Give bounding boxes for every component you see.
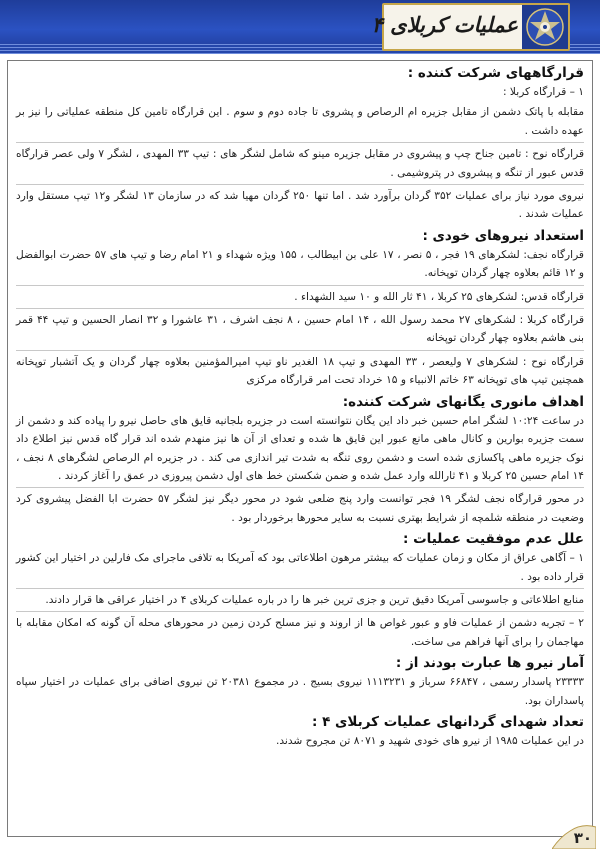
paragraph: ۱ – آگاهی عراق از مکان و زمان عملیات که بیشتر مرهون اطلاعاتی بود که آمریکا به تلافی ماجرای مک فارلین در اختیار این کشور قرار داده بود . bbox=[16, 552, 584, 583]
paragraph: در این عملیات ۱۹۸۵ از نیرو های خودی شهید و ۸۰۷۱ تن مجروح شدند. bbox=[275, 734, 584, 747]
paragraph: نیروی مورد نیاز برای عملیات ۳۵۲ گردان برآورد شد . اما تنها ۲۵۰ گردان مهیا شد که در سازمان ۱۳ لشگر و۱۲ تیپ مستقل وارد عملیات شدند . bbox=[16, 190, 585, 221]
paragraph: قرارگاه کربلا : لشکرهای ۲۷ محمد رسول الله ، ۱۴ امام حسین ، ۸ نجف اشرف ، ۳۱ عاشورا و ۳۲ انصار الحسین و تیپ ۴۴ قمر بنی هاشم بعلاوه چهار گردان توپخانه bbox=[16, 314, 585, 345]
title-frame bbox=[371, 3, 570, 51]
divider bbox=[16, 184, 584, 185]
section-heading-martyrs: تعداد شهدای گردانهای عملیات کربلای ۴ : bbox=[312, 713, 584, 730]
paragraph: منابع اطلاعاتی و جاسوسی آمریکا دقیق ترین و جزی ترین خبر ها را در باره عملیات کربلای ۴ در اختیار عراقی ها قرار دادند. bbox=[45, 593, 584, 606]
paragraph: مقابله با پاتک دشمن از مقابل جزیره ام الرصاص و پشروی تا جاده دوم و سوم . این قرارگاه تامین کل منطقه عملیاتی را نیز بر عهده داشت . bbox=[16, 106, 584, 137]
section-heading-bases: قرارگاههای شرکت کننده : bbox=[407, 65, 584, 81]
paragraph: در محور قرارگاه نجف لشگر ۱۹ فجر توانست وارد پنج ضلعی شود در محور دیگر نیز لشگر ۵۷ حضرت ابا الفضل پیشروی کرد وضعیت در منطقه شلمچه از شرایط بهتری نسبت به سایر محورها برخوردار بود . bbox=[16, 493, 584, 524]
divider bbox=[16, 350, 584, 351]
section-heading-force-stats: آمار نیرو ها عبارت بودند از : bbox=[395, 655, 584, 672]
paragraph: ۱ – قرارگاه کربلا : bbox=[503, 86, 584, 98]
divider bbox=[16, 588, 584, 589]
paragraph: قرارگاه نوح : تامین جناح چپ و پیشروی در مقابل جزیره مینو که شامل لشگر های : تیپ ۳۳ المهدی ، لشگر ۷ ولی عصر قرارگاه قدس عبور از تنگه و پیشروی در پتروشیمی . bbox=[16, 148, 585, 179]
paragraph: قرارگاه نجف: لشکرهای ۱۹ فجر ، ۵ نصر ، ۱۷ علی بن ابیطالب ، ۱۵۵ ویژه شهداء و ۲۱ امام رضا و تیپ های ۵۷ حضرت ابوالفضل و ۱۲ قائم بعلاوه چهار گردان توپخانه. bbox=[16, 248, 584, 280]
divider bbox=[16, 142, 584, 143]
paragraph: ۲ – تجربه دشمن از عملیات فاو و عبور غواص ها از اروند و نیز مسلح کردن زمین در محورهای محله آن گونه که امکان مقابله با مهاجمان را برای آنها فراهم می ساخت. bbox=[16, 617, 584, 648]
document-body bbox=[7, 60, 593, 837]
page-number: ۳۰ bbox=[573, 829, 592, 847]
divider bbox=[16, 487, 584, 488]
section-heading-forces: استعداد نیروهای خودی : bbox=[422, 227, 584, 244]
paragraph: ۲۳۳۳۳ پاسدار رسمی ، ۶۶۸۴۷ سرباز و ۱۱۱۳۲۳۱ نیروی بسیج . در مجموع ۲۰۳۸۱ تن نیروی اضافی برای عملیات در اختیار سپاه پاسداران بود. bbox=[16, 676, 584, 707]
section-heading-failure-causes: علل عدم موفقیت عملیات : bbox=[402, 531, 584, 548]
divider bbox=[16, 308, 584, 309]
paragraph: قرارگاه قدس: لشکرهای ۲۵ کربلا ، ۴۱ ثار الله و ۱۰ سید الشهداء . bbox=[294, 290, 584, 303]
paragraph: در ساعت ۱۰:۲۴ لشگر امام حسین خبر داد این یگان نتوانسته است در جزیره بلجانیه قایق های حاصل نیرو را پیاده کند و دشمن از سمت جزیره بوارین و کانال ماهی مانع عبور این قایق ها شده و تعدای از آن ها نیز منهدم شده اند قرار گاه قدس نیز اطلاع داد نوک جزیره ماهی پاکسازی شده است و دشمن روی تنگه به شدت تیر اندازی می کند . در جزیره ام الرصاص لشگرهای ۸ نجف ، ۱۴ امام حسین ۲۵ کربلا و ۴۱ ثارالله وارد عمل شده و ضمن شکستن خط های اول دشمن پیروزی در عمق را آغاز کردند . bbox=[16, 414, 585, 482]
section-heading-maneuver-goals: اهداف مانوری یگانهای شرکت کننده: bbox=[342, 393, 584, 410]
paragraph: قرارگاه نوح : لشکرهای ۷ ولیعصر ، ۳۳ المهدی و تیپ ۱۸ الغدیر ناو تیپ امیرالمؤمنین بعلاوه چهار گردان و یک آتشبار توپخانه همچنین تیپ های توپخانه ۶۳ خاتم الانبیاء و ۱۵ خرداد تحت امر قرارگاه مرکزی bbox=[16, 355, 584, 387]
page-title: عملیات کربلای ۴ bbox=[371, 12, 518, 37]
ornament-emblem-icon bbox=[522, 5, 568, 49]
page-number-corner bbox=[552, 823, 596, 849]
header-band bbox=[0, 0, 600, 54]
divider bbox=[16, 285, 584, 286]
divider bbox=[16, 611, 584, 612]
